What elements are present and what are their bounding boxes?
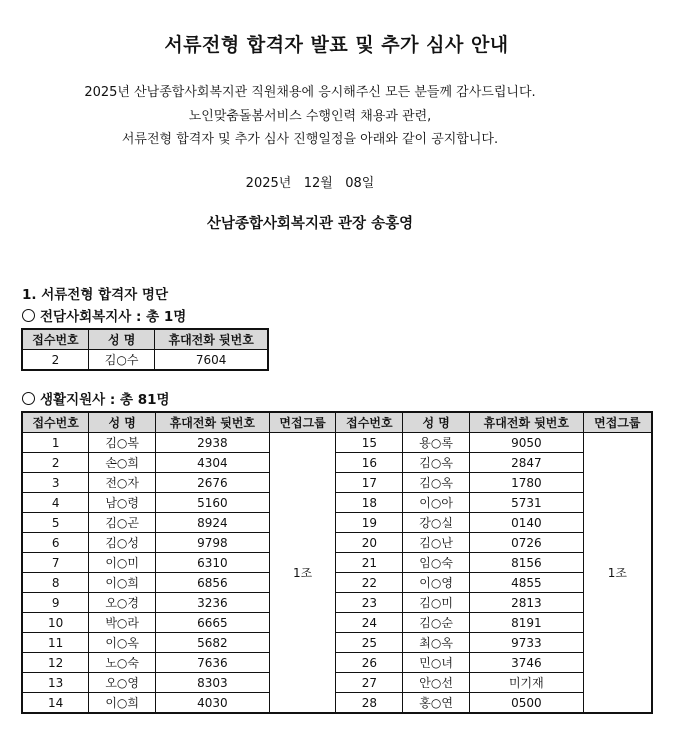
cell-phone: 3236 <box>156 593 270 613</box>
cell-name: 김○옥 <box>403 473 470 493</box>
notice-date: 2025년 12월 08일 <box>245 176 375 191</box>
cell-name: 김○복 <box>89 433 156 453</box>
table-row <box>22 693 652 714</box>
table-row <box>22 633 652 653</box>
cell-phone: 8924 <box>156 513 270 533</box>
cell-name: 홍○연 <box>403 693 470 714</box>
cell-number: 14 <box>22 693 89 714</box>
cell-number: 10 <box>22 613 89 633</box>
circle-bullet-icon <box>22 392 35 405</box>
cell-number: 21 <box>336 553 403 573</box>
group1-heading <box>22 305 186 325</box>
cell-name: 강○실 <box>403 513 470 533</box>
table-row <box>22 653 652 673</box>
cell-phone: 9798 <box>156 533 270 553</box>
cell-number: 2 <box>22 350 88 371</box>
cell-name: 최○옥 <box>403 633 470 653</box>
cell-number: 13 <box>22 673 89 693</box>
cell-name: 이○미 <box>89 553 156 573</box>
cell-number: 24 <box>336 613 403 633</box>
intro-line-2: 노인맞춤돌봄서비스 수행인력 채용과 관련, <box>188 109 432 124</box>
circle-bullet-icon <box>22 309 35 322</box>
page-title: 서류전형 합격자 발표 및 추가 심사 안내 <box>164 34 509 56</box>
cell-name: 김○미 <box>403 593 470 613</box>
cell-number: 22 <box>336 573 403 593</box>
intro-line-1: 2025년 산남종합사회복지관 직원채용에 응시해주신 모든 분들께 감사드립니다. <box>84 85 536 100</box>
cell-number: 25 <box>336 633 403 653</box>
cell-number: 11 <box>22 633 89 653</box>
cell-phone: 미기재 <box>470 673 584 693</box>
cell-number: 20 <box>336 533 403 553</box>
cell-phone: 2847 <box>470 453 584 473</box>
cell-phone: 0726 <box>470 533 584 553</box>
col-header: 휴대전화 뒷번호 <box>155 329 268 350</box>
table-row <box>22 573 652 593</box>
cell-number: 27 <box>336 673 403 693</box>
table-row <box>22 513 652 533</box>
cell-interview-group: 1조 <box>269 433 336 714</box>
cell-phone: 0140 <box>470 513 584 533</box>
cell-phone: 4030 <box>156 693 270 714</box>
cell-name: 이○희 <box>89 573 156 593</box>
cell-phone: 5160 <box>156 493 270 513</box>
cell-number: 28 <box>336 693 403 714</box>
cell-phone: 7604 <box>155 350 268 371</box>
cell-number: 3 <box>22 473 89 493</box>
table-row <box>22 473 652 493</box>
cell-number: 17 <box>336 473 403 493</box>
cell-number: 7 <box>22 553 89 573</box>
cell-phone: 8303 <box>156 673 270 693</box>
cell-number: 4 <box>22 493 89 513</box>
signature: 산남종합사회복지관 관장 송홍영 <box>206 216 414 232</box>
cell-name: 김○성 <box>89 533 156 553</box>
cell-interview-group: 1조 <box>583 433 652 714</box>
group2-title: 생활지원사 : 총 81명 <box>40 392 170 408</box>
cell-phone: 9050 <box>470 433 584 453</box>
cell-phone: 6856 <box>156 573 270 593</box>
cell-number: 15 <box>336 433 403 453</box>
col-header: 휴대전화 뒷번호 <box>470 412 584 433</box>
cell-phone: 5682 <box>156 633 270 653</box>
intro-line-3: 서류전형 합격자 및 추가 심사 진행일정을 아래와 같이 공지합니다. <box>121 132 499 147</box>
cell-name: 용○록 <box>403 433 470 453</box>
table-row <box>22 533 652 553</box>
table-row <box>22 593 652 613</box>
cell-name: 오○경 <box>89 593 156 613</box>
cell-name: 박○라 <box>89 613 156 633</box>
cell-number: 9 <box>22 593 89 613</box>
cell-name: 김○수 <box>88 350 154 371</box>
cell-name: 임○숙 <box>403 553 470 573</box>
col-header: 면접그룹 <box>269 412 336 433</box>
cell-phone: 2813 <box>470 593 584 613</box>
cell-phone: 7636 <box>156 653 270 673</box>
cell-phone: 4304 <box>156 453 270 473</box>
table-row <box>22 673 652 693</box>
cell-number: 6 <box>22 533 89 553</box>
cell-phone: 5731 <box>470 493 584 513</box>
table-header-row <box>22 329 268 350</box>
table-row <box>22 553 652 573</box>
cell-name: 이○아 <box>403 493 470 513</box>
cell-number: 16 <box>336 453 403 473</box>
col-header: 성 명 <box>88 329 154 350</box>
cell-number: 23 <box>336 593 403 613</box>
cell-phone: 4855 <box>470 573 584 593</box>
cell-phone: 2676 <box>156 473 270 493</box>
col-header: 접수번호 <box>336 412 403 433</box>
cell-name: 손○희 <box>89 453 156 473</box>
cell-name: 이○옥 <box>89 633 156 653</box>
cell-name: 김○순 <box>403 613 470 633</box>
table-row <box>22 493 652 513</box>
cell-number: 5 <box>22 513 89 533</box>
cell-name: 김○난 <box>403 533 470 553</box>
col-header: 접수번호 <box>22 329 88 350</box>
cell-number: 19 <box>336 513 403 533</box>
cell-number: 12 <box>22 653 89 673</box>
cell-phone: 6665 <box>156 613 270 633</box>
col-header: 면접그룹 <box>583 412 652 433</box>
cell-phone: 2938 <box>156 433 270 453</box>
col-header: 휴대전화 뒷번호 <box>156 412 270 433</box>
cell-phone: 6310 <box>156 553 270 573</box>
cell-name: 노○숙 <box>89 653 156 673</box>
cell-number: 18 <box>336 493 403 513</box>
col-header: 접수번호 <box>22 412 89 433</box>
cell-name: 김○곤 <box>89 513 156 533</box>
table-row <box>22 453 652 473</box>
cell-phone: 3746 <box>470 653 584 673</box>
group1-title: 전담사회복지사 : 총 1명 <box>40 309 187 325</box>
cell-name: 남○령 <box>89 493 156 513</box>
table-header-row <box>22 412 652 433</box>
group1-table <box>21 328 269 371</box>
table-row <box>22 433 652 453</box>
cell-name: 민○녀 <box>403 653 470 673</box>
cell-phone: 8191 <box>470 613 584 633</box>
group2-heading <box>22 388 170 408</box>
cell-number: 8 <box>22 573 89 593</box>
col-header: 성 명 <box>403 412 470 433</box>
cell-number: 2 <box>22 453 89 473</box>
cell-number: 1 <box>22 433 89 453</box>
cell-name: 안○선 <box>403 673 470 693</box>
section-title: 1. 서류전형 합격자 명단 <box>22 287 168 303</box>
cell-phone: 9733 <box>470 633 584 653</box>
group2-table <box>21 411 653 714</box>
cell-phone: 1780 <box>470 473 584 493</box>
cell-name: 전○자 <box>89 473 156 493</box>
cell-phone: 8156 <box>470 553 584 573</box>
cell-name: 이○희 <box>89 693 156 714</box>
table-row <box>22 613 652 633</box>
table-row <box>22 350 268 371</box>
cell-name: 김○옥 <box>403 453 470 473</box>
cell-name: 이○영 <box>403 573 470 593</box>
cell-name: 오○영 <box>89 673 156 693</box>
col-header: 성 명 <box>89 412 156 433</box>
cell-phone: 0500 <box>470 693 584 714</box>
cell-number: 26 <box>336 653 403 673</box>
